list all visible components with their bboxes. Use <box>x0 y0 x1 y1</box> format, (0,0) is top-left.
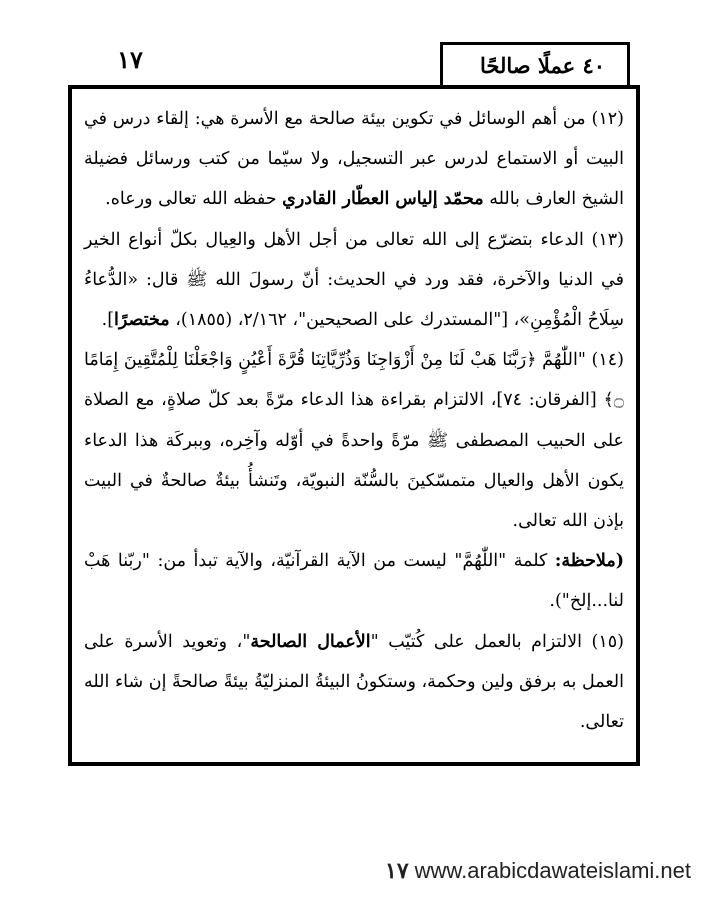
paragraph-12 <box>84 99 624 220</box>
footer <box>385 858 691 884</box>
bold-text: مختصرًا <box>114 310 170 331</box>
footer-page-number: ١٧ <box>385 858 409 884</box>
paragraph-text: (١٢) من أهم الوسائل في تكوين بيئة صالحة مع الأسرة هي: إلقاء درس في البيت أو الاستماع لدرس عبر التسجيل، ولا سيّما من كتب ورسائل فضيلة الشيخ العارف بالله <box>84 109 624 210</box>
author-name: محمّد إلياس العطّار القادري <box>282 189 484 210</box>
paragraph-text: (١٥) الالتزام بالعمل على كُتيّب " <box>370 631 624 652</box>
paragraph-text: (١٣) الدعاء بتضرّع إلى الله تعالى من أجل الأهل والعِيال بكلّ أنواع الخير في الدنيا والآخرة، فقد ورد في الحديث: أنّ رسولَ الله ﷺ قال: «الدُّعاءُ سِلَاحُ الْمُؤْمِنِ»، ["المستدرك على الصحيحين"، ٢/١٦٢، (١٨٥٥)، <box>84 229 624 331</box>
book-title-box <box>440 42 630 86</box>
paragraph-text-end: "، وتعويد الأسرة على العمل به برفق ولين وحكمة، وستكونُ البيئةُ المنزليّةُ بيئةً صالحةً إن شاء الله تعالى. <box>84 631 624 733</box>
paragraph-text-end: ]. <box>101 310 115 331</box>
content-box <box>68 85 640 766</box>
paragraph-text: (١٤) "اللّٰهُمَّ ﴿رَبَّنَا هَبْ لَنَا مِنْ أَزْوَاجِنَا وَذُرِّيَّاتِنَا قُرَّةَ أَعْيُنٍ وَاجْعَلْنَا لِلْمُتَّقِينَ إِمَامًا ۝﴾ [الفرقان: ٧٤]، الالتزام بقراءة هذا الدعاء مرّةً بعد كلّ صلاةٍ، مع الصلاة على الحبيب المصطفى ﷺ مرّةً واحدةً في أوّله وآخِره، وببركَة هذا الدعاء يكون الأهل والعيال متمسّكينَ بالسُّنّة النبويّة، وتَنشأُ بيئةٌ صالحةٌ في البيت بإذن الله تعالى. <box>84 350 625 532</box>
paragraph-13 <box>84 220 624 341</box>
book-title: ٤٠ عملًا صالحًا <box>480 53 605 78</box>
paragraph-text-end: كلمة "اللّٰهُمَّ" ليست من الآية القرآنيّة، والآية تبدأ من: "ربّنا هَبْ لنا...إلخ"). <box>84 551 624 612</box>
paragraph-15 <box>84 622 624 743</box>
booklet-name: الأعمال الصالحة <box>250 631 371 652</box>
note-paragraph <box>84 541 624 621</box>
note-label: (ملاحظة: <box>554 551 624 572</box>
paragraph-text-end: حفظه الله تعالى ورعاه. <box>105 189 283 210</box>
paragraph-14 <box>84 340 624 541</box>
footer-website[interactable]: www.arabicdawateislami.net <box>414 858 691 883</box>
page-number: ١٧ <box>117 45 143 74</box>
